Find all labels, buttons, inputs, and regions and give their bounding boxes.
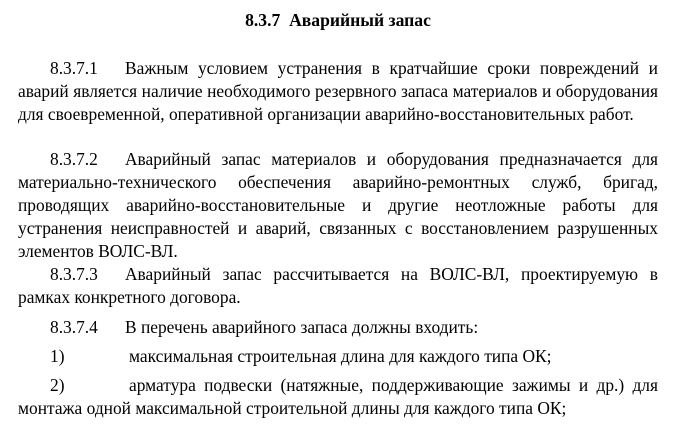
list-item-text: максимальная строительная длина для каждого типа ОК;	[129, 346, 552, 366]
paragraph-number: 8.3.7.4	[50, 317, 98, 337]
paragraph-8-3-7-3	[18, 263, 658, 309]
list-item-number: 1)	[50, 346, 65, 366]
paragraph-text: Аварийный запас рассчитывается на ВОЛС-ВЛ, проектируемую в рамках конкретного договора.	[18, 264, 658, 307]
paragraph-text: Важным условием устранения в кратчайшие сроки повреждений и аварий является наличие необходимого резервного запаса материалов и оборудования для своевременной, оперативной организации аварийно-восстановительных работ.	[18, 58, 658, 124]
list-item	[18, 345, 658, 368]
paragraph-number: 8.3.7.2	[50, 149, 98, 169]
list-item-number: 2)	[50, 375, 65, 395]
paragraph-number: 8.3.7.3	[50, 264, 98, 284]
section-title: Аварийный запас	[289, 10, 431, 30]
paragraph-number: 8.3.7.1	[50, 58, 98, 78]
paragraph-8-3-7-4	[18, 316, 658, 339]
list-item	[18, 374, 658, 420]
section-number: 8.3.7	[245, 10, 281, 30]
paragraph-text: В перечень аварийного запаса должны входить:	[125, 317, 479, 337]
section-heading	[18, 8, 658, 32]
list-item-text: арматура подвески (натяжные, поддерживающие зажимы и др.) для монтажа одной максимальной строительной длины для каждого типа ОК;	[18, 375, 658, 418]
paragraph-8-3-7-2	[18, 148, 658, 263]
paragraph-8-3-7-1	[18, 57, 658, 126]
paragraph-text: Аварийный запас материалов и оборудования предназначается для материально-технического обеспечения аварийно-ремонтных служб, бригад, проводящих аварийно-восстановительные и другие неотложные работы для устранения неисправностей и аварий, связанных с восстановлением разрушенных элементов ВОЛС-ВЛ.	[18, 149, 658, 261]
